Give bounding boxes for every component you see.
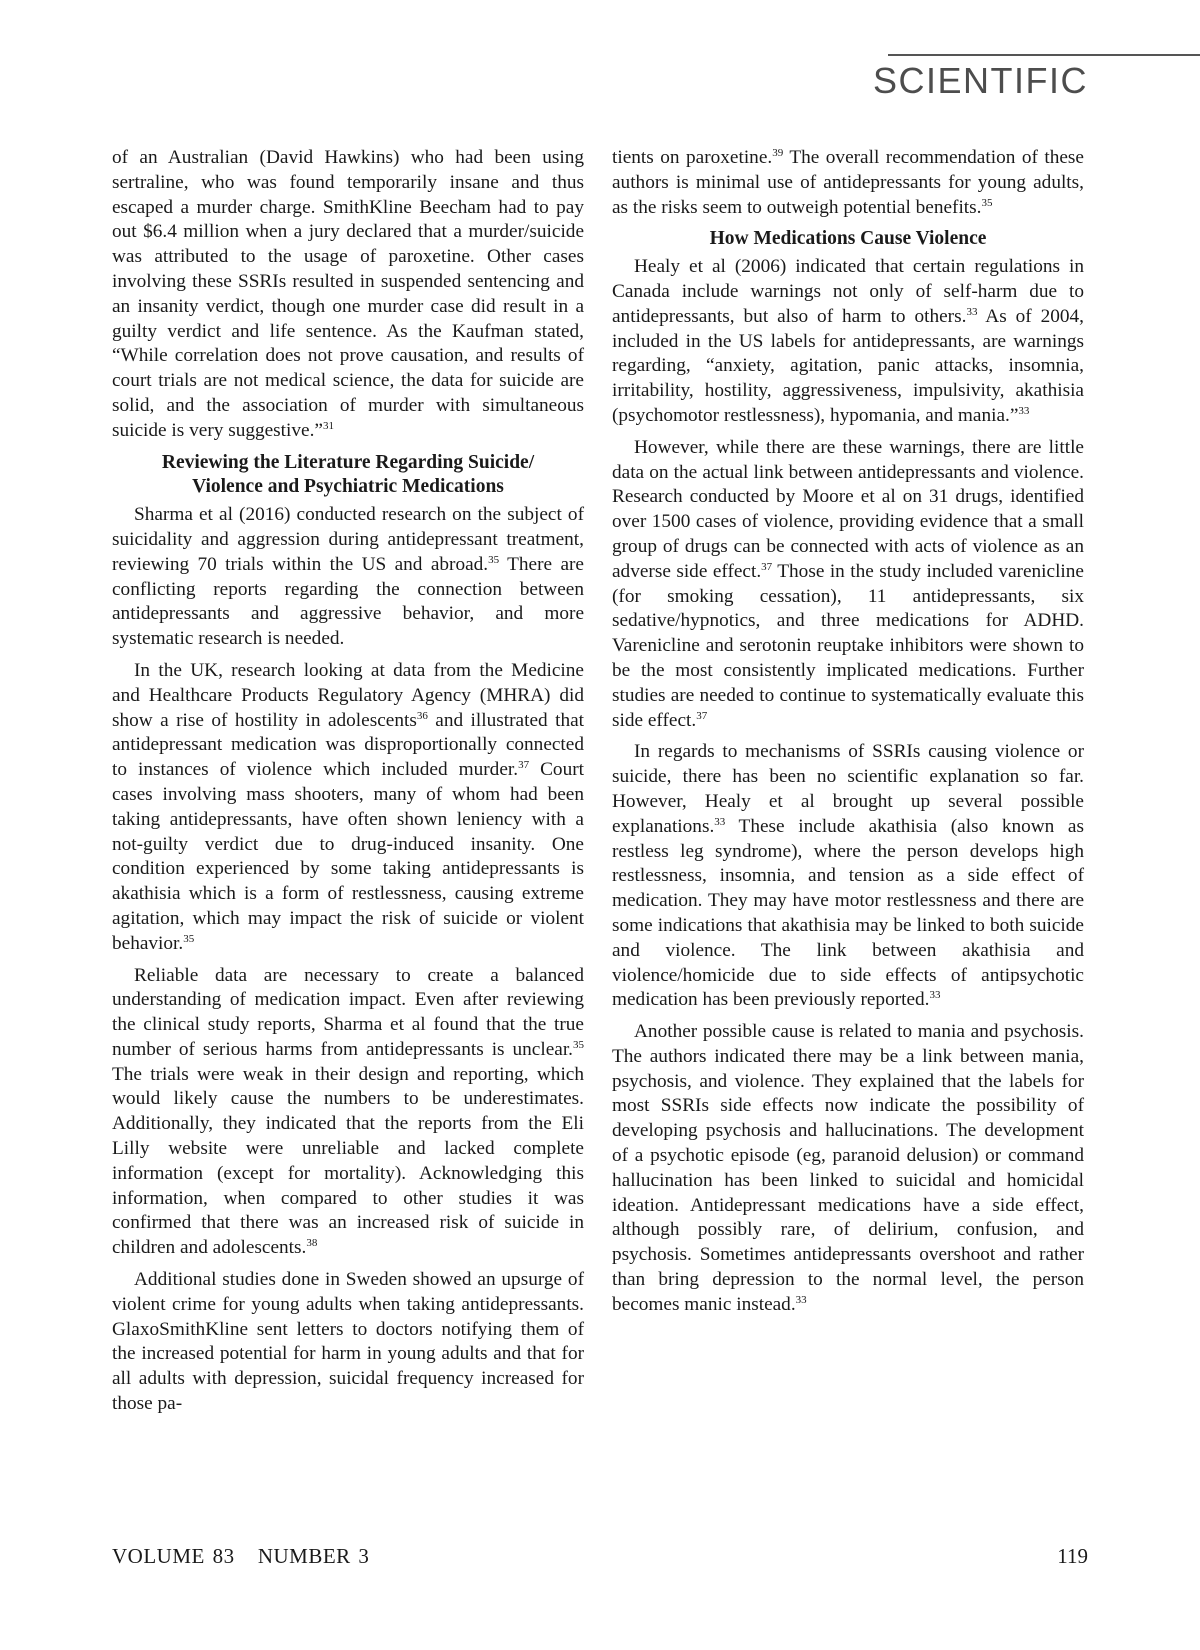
- section-label: SCIENTIFIC: [872, 60, 1088, 101]
- reference-superscript: 38: [306, 1237, 318, 1250]
- reference-superscript: 33: [1018, 404, 1030, 417]
- reference-superscript: 33: [966, 305, 978, 318]
- reference-superscript: 35: [573, 1038, 584, 1051]
- section-heading: How Medications Cause Violence: [709, 228, 987, 250]
- paragraph: tients on paroxetine.$^{39}$ The overall recommendation of these authors is minimal use of antidepressants for young adults, as the risks seem to outweigh potential benefits.$^{35}$: [612, 147, 1084, 218]
- reference-superscript: 37: [518, 759, 530, 772]
- reference-superscript: 33: [929, 989, 941, 1002]
- header-rule: [888, 54, 1200, 56]
- reference-superscript: 36: [416, 709, 428, 722]
- reference-superscript: 37: [696, 709, 708, 722]
- reference-superscript: 35: [981, 196, 993, 209]
- paragraph: However, while there are these warnings, there are little data on the actual link between antidepressants and violence. Research conducted by Moore et al on 31 drugs, identified over 1500 cases of violence, providing evidence that a small group of drugs can be connected with acts of violence as an adverse side effect.$^{37}$ Those in the study included varenicline (for smoking cessation), 11 antidepressants, six sedative/hypnotics, and three medications for ADHD. Varenicline and serotonin reuptake inhibitors were shown to be the most consistently implicated medications. Further studies are needed to continue to systematically evaluate this side effect.$^{37}$: [612, 436, 1084, 731]
- paragraph: of an Australian (David Hawkins) who had been using sertraline, who was found temporarily insane and thus escaped a murder charge. SmithKline Beecham had to pay out $6.4 million when a jury declared that a murder/suicide was attributed to the usage of paroxetine. Other cases involving these SSRIs resulted in suspended sentencing and an insanity verdict, though one murder case did result in a guilty verdict and life sentence. As the Kaufman stated, “While correlation does not prove causation, and results of court trials are not medical science, the data for suicide are solid, and the association of murder with simultaneous suicide is very suggestive.”$^{31}$: [112, 147, 584, 441]
- paragraph: Reliable data are necessary to create a balanced understanding of medication impact. Even after reviewing the clinical study reports, Sharma et al found that the true number of serious harms from antidepressants is unclear.$^{35}$ The trials were weak in their design and reporting, which would likely cause the numbers to be underestimates. Additionally, they indicated that the reports from the Eli Lilly website were unreliable and lacked complete information (except for mortality). Acknowledging this information, when compared to other studies it was confirmed that there was an increased risk of suicide in children and adolescents.$^{38}$: [112, 964, 584, 1259]
- reference-superscript: 33: [714, 815, 726, 828]
- reference-superscript: 35: [183, 932, 195, 945]
- number-label: NUMBER 3: [257, 1544, 370, 1568]
- reference-superscript: 35: [488, 553, 500, 566]
- page-number: 119: [1057, 1544, 1088, 1568]
- right-column: [612, 146, 1084, 1325]
- paragraph: Sharma et al (2016) conducted research on the subject of suicidality and aggression during antidepressant treatment, reviewing 70 trials within the US and abroad.$^{35}$ There are conflicting reports regarding the connection between antidepressants and aggressive behavior, and more systematic research is needed.: [112, 504, 584, 650]
- reference-superscript: 33: [795, 1293, 807, 1306]
- left-column: [112, 146, 584, 1424]
- paragraph: Healy et al (2006) indicated that certain regulations in Canada include warnings not only of self-harm due to antidepressants, but also of harm to others.$^{33}$ As of 2004, included in the US labels for antidepressants, are warnings regarding, “anxiety, agitation, panic attacks, insomnia, irritability, hostility, aggressiveness, impulsivity, akathisia (psychomotor restlessness), hypomania, and mania.”$^{33}$: [612, 256, 1084, 426]
- paragraph: Another possible cause is related to mania and psychosis. The authors indicated there may be a link between mania, psychosis, and violence. They explained that the labels for most SSRIs side effects now indicate the possibility of developing psychosis and hallucinations. The development of a psychotic episode (eg, paranoid delusion) or command hallucination has been linked to suicidal and homicidal ideation. Antidepressant medications have a side effect, although possibly rare, of delirium, confusion, and psychosis. Sometimes antidepressants overshoot and rather than bring depression to the normal level, the person becomes manic instead.$^{33}$: [612, 1021, 1084, 1315]
- reference-superscript: 37: [761, 560, 773, 573]
- paragraph: Additional studies done in Sweden showed an upsurge of violent crime for young adults when taking antidepressants. GlaxoSmithKline sent letters to doctors notifying them of the increased potential for harm in young adults and that for all adults with depression, suicidal frequency increased for those pa-: [112, 1269, 584, 1415]
- section-heading: Reviewing the Literature Regarding Suicide/ Violence and Psychiatric Medications: [161, 451, 535, 498]
- reference-superscript: 31: [322, 419, 334, 432]
- volume-label: VOLUME 83: [112, 1544, 235, 1568]
- paragraph: In the UK, research looking at data from the Medicine and Healthcare Products Regulatory Agency (MHRA) did show a rise of hostility in adolescents$^{36}$ and illustrated that antidepressant medication was disproportionally connected to instances of violence which included murder.$^{37}$ Court cases involving mass shooters, many of whom had been taking antidepressants, have often shown leniency with a not-guilty verdict due to drug-induced insanity. One condition experienced by some taking antidepressants is akathisia which is a form of restlessness, causing extreme agitation, which may impact the risk of suicide or violent behavior.$^{35}$: [112, 659, 584, 954]
- journal-issue: [112, 1544, 369, 1569]
- reference-superscript: 39: [772, 147, 784, 159]
- paragraph: In regards to mechanisms of SSRIs causing violence or suicide, there has been no scientific explanation so far. However, Healy et al brought up several possible explanations.$^{33}$ These include akathisia (also known as restless leg syndrome), where the person develops high restlessness, insomnia, and tension as a side effect of medication. They may have motor restlessness and there are some indications that akathisia may be linked to both suicide and violence. The link between akathisia and violence/homicide due to side effects of antipsychotic medication has been previously reported.$^{33}$: [612, 741, 1084, 1011]
